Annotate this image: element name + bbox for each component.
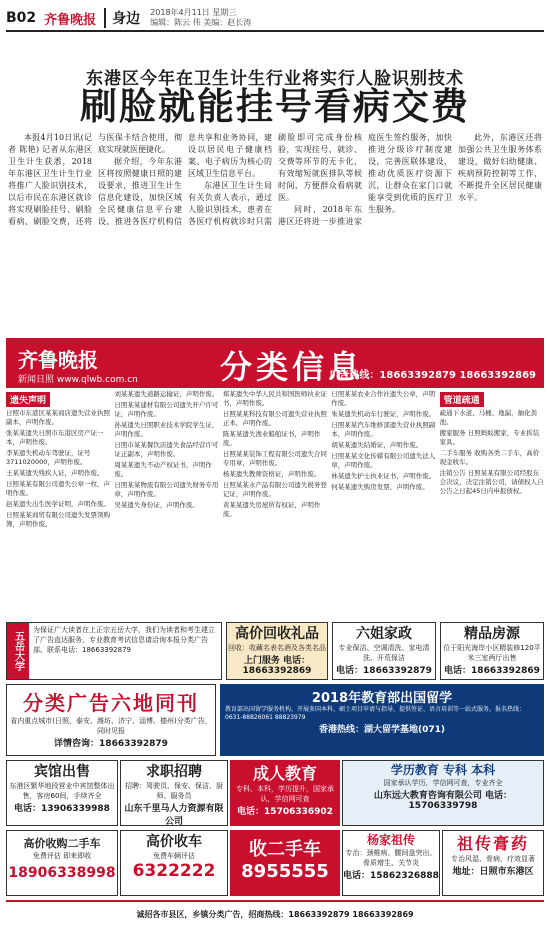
ad-phone: 详情咨询：18663392879: [54, 739, 168, 749]
classified-item: 黄某某遗失房屋所有权证，声明作废。: [222, 501, 321, 518]
ad-property: [440, 622, 544, 680]
classified-item: 胡某某遗失结婚证，声明作废。: [331, 441, 423, 449]
classified-item: 何某某遗失购房发票，声明作废。: [331, 483, 429, 491]
classified-item: 日照某某汽车维修部遗失营业执照副本，声明作废。: [331, 421, 436, 438]
story-paragraph: 同时，2018年东港区还将进一步推进家庭医生签约服务，加快推进分级诊疗制度建设，完善医联体建设，推动优质医疗资源下沉，让群众在家门口就能享受到优质的医疗卫生服务。: [278, 133, 452, 226]
ad-phone: 地址：日照市东港区: [452, 867, 534, 877]
ad-recruitment: [120, 760, 228, 826]
category-label: 管道疏通: [440, 392, 484, 407]
ad-heading: 高价收购二手车: [23, 837, 101, 850]
ad-text: 专治：颈椎病、腰间盘突出、骨质增生、关节炎: [345, 849, 437, 867]
classified-item: 郑某遗失中华人民共和国医师执业证书，声明作废。: [222, 390, 327, 407]
classified-item: 吴某遗失身份证，声明作废。: [114, 501, 199, 509]
ad-phone: 电话：13906339988: [14, 804, 110, 814]
section-title: 身边: [104, 8, 140, 28]
classified-item: 疏通下水道、马桶、地漏，抽化粪池。: [439, 409, 538, 426]
ad-text: 专科、本科，学历提升，国家承认，学信网可查: [236, 785, 334, 803]
classified-item: 王某某遗失残疾人证，声明作废。: [6, 469, 104, 477]
story-paragraph: 据介绍，今年东港区将按照健康日照的建设要求，推进卫生计生信息化建设，加快区域全民健康信息平台建设，推进各医疗机构信息共享和业务协同，建设以居民电子健康档案、电子病历为核心的区域卫生信息平台。: [98, 133, 272, 226]
ad-adult-education: [230, 760, 340, 826]
ad-phone: 6322222: [132, 861, 216, 881]
ad-heading: 高价回收礼品: [235, 626, 319, 642]
ad-gift-recycling: [226, 622, 328, 680]
category-label: 遗失声明: [6, 392, 50, 407]
banner-brand: 齐鲁晚报: [18, 348, 98, 372]
ad-six-city: [6, 684, 216, 756]
classified-item: 刘某某遗失道路运输证，声明作废。: [114, 390, 219, 398]
ad-text: 免费车辆评估: [153, 852, 195, 860]
classified-item: 日照某某水产品有限公司遗失税务登记证，声明作废。: [222, 481, 327, 498]
ad-text: 招聘：驾驶员、保安、保洁、厨师、服务员: [125, 782, 223, 800]
ad-heading: 学历教育 专科 本科: [390, 763, 496, 777]
issue-date: 2018年4月11日 星期三: [150, 8, 237, 17]
ad-yang-family: [342, 830, 440, 896]
ad-used-car-buy: [6, 830, 118, 896]
ad-phone: 香港热线：湖大留学基地(071): [318, 725, 445, 735]
classified-item: 日照某某农业合作社遗失公章，声明作废。: [331, 390, 436, 407]
ad-text: 位于阳光海岸小区精装修120平米三室两厅出售: [443, 644, 541, 662]
ad-phone: 电话：15862326888: [343, 871, 439, 881]
banner-subtitle: 新闻日照 www.qlwb.com.cn: [18, 375, 138, 385]
classified-column: [440, 390, 544, 618]
ad-heading: 收二手车: [249, 839, 321, 860]
ad-heading: 分类广告六地同刊: [23, 691, 199, 715]
ad-heading: 祖传膏药: [456, 834, 529, 853]
ad-phone: 18906338998: [8, 865, 116, 881]
story-kicker: 东港区今年在卫生计生行业将实行人脸识别技术: [86, 69, 464, 89]
page-number: B02: [6, 10, 37, 26]
ad-heading: 成人教育: [252, 764, 317, 783]
classified-item: 日照市东港区某某商店遗失营业执照副本，声明作废。: [6, 409, 110, 426]
ad-herbal-plaster: [442, 830, 544, 896]
ad-text: 专业保洁、空调清洗、家电清洗、开荒保洁: [338, 644, 430, 662]
classified-item: 林某遗失护士执业证书，声明作废。: [331, 472, 436, 480]
classified-item: 日照市某某餐饮店遗失食品经营许可证正副本，声明作废。: [114, 441, 219, 458]
ad-study-abroad: [220, 684, 544, 756]
ad-degree-education: [342, 760, 544, 826]
classified-item: 赵某遗失出生医学证明，声明作废。: [6, 500, 110, 508]
ad-hotel-sale: [6, 760, 118, 826]
ad-text: 免费评估 即来即收: [32, 852, 92, 860]
ad-text: 教育部出国留学服务机构，开展多国本科、硕士项目申请与指导，提供签证、语言培训等一站式服务。报名热线：0631-88826061 88823979: [225, 706, 526, 721]
story-body: [8, 132, 542, 336]
story-paragraph: 本报4月10日讯(记者 陈艳) 记者从东港区卫生计生获悉，2018年东港区卫生计生行业将推广人脸识别技术，以后市民在东港区就诊将实现刷脸挂号、刷脸看病、刷脸交费，还将与医保卡结合使用，彻底实现就医便捷化。: [8, 133, 182, 226]
ad-text: 东港区繁华地段营业中宾馆整体出售，客房60间，手续齐全: [9, 782, 115, 800]
classified-item: 注销公告 日照某某有限公司经股东会决议，决定注销公司，请债权人自公告之日起45日内申报债权。: [439, 469, 544, 495]
ad-heading: 2018年教育部出国留学: [311, 691, 453, 706]
classified-item: 日照某某有限公司遗失公章一枚，声明作废。: [6, 480, 110, 497]
ad-heading: 杨家祖传: [366, 833, 415, 847]
page-footer: 诚招各市县区，乡镇分类广告，招商热线：18663392879 18663392869: [6, 900, 544, 936]
ad-text: 省内重点城市(日照、泰安、潍坊、济宁、淄博、德州)分类广告，同时见报: [10, 717, 212, 735]
ad-heading: 高价收车: [146, 834, 202, 850]
ad-used-car: [230, 830, 340, 896]
ad-phone: 山东千里马人力资源有限公司: [124, 804, 224, 826]
classified-item: 日照某某装饰工程有限公司遗失合同专用章，声明作废。: [222, 450, 327, 467]
masthead: [6, 6, 544, 32]
ad-heading: 精品房源: [464, 626, 520, 642]
ad-phone: 山东远大教育咨询有限公司 电话：15706339798: [373, 791, 513, 811]
ad-tag: 五岳大学: [7, 623, 29, 679]
classified-item: 二手车服务 收购各类二手车，高价现金收车。: [439, 449, 540, 466]
classified-item: 日照某某文化传媒有限公司遗失法人章，声明作废。: [331, 452, 436, 469]
ad-text: 国家承认学历，学信网可查，专业齐全: [383, 779, 503, 787]
classified-item: 日照某某商贸有限公司遗失发票领购簿，声明作废。: [6, 511, 110, 528]
ad-heading: 求职招聘: [146, 764, 202, 780]
ad-housekeeping: [332, 622, 436, 680]
story-headline: 刷脸就能挂号看病交费: [80, 85, 470, 128]
classified-item: 朱某遗失机动车行驶证，声明作废。: [331, 410, 436, 418]
ad-text: 专治风湿、骨病，疗效显著: [451, 855, 535, 863]
ad-phone: 电话：18663392879: [336, 666, 432, 676]
ad-car-purchase: [120, 830, 228, 896]
classified-item: 杨某遗失教师资格证，声明作废。: [222, 470, 321, 478]
ad-wuda: [6, 622, 222, 680]
classified-column: [331, 390, 435, 618]
story-paragraph: 东港区卫生计生局有关负责人表示，通过人脸识别技术，患者在各医疗机构就诊时只需刷脸即可完成身份核验，实现挂号、就诊、交费等环节的无卡化，有效缩短就医排队等候时间，方便群众看病就医。: [188, 133, 362, 226]
paper-logo: 齐鲁晚报: [44, 12, 97, 28]
ad-heading: 六姐家政: [356, 626, 412, 642]
editor-credits: 编辑：陈云 伟 美编：赵长涛: [150, 18, 252, 27]
classified-columns: [6, 390, 544, 618]
classified-item: 张某某遗失日照市东港区房产证一本，声明作废。: [6, 429, 104, 446]
classified-column: [6, 390, 110, 618]
ad-text: 回收：收藏名表名酒及各类名品: [228, 644, 326, 652]
ad-heading: 宾馆出售: [34, 764, 90, 780]
ad-phone: 电话：18663392869: [444, 666, 540, 676]
banner-title: 分类信息: [220, 348, 365, 386]
classified-item: 陈某某遗失渔业船舶证书，声明作废。: [222, 430, 321, 447]
classified-item: 李某遗失机动车驾驶证，证号3711020000，声明作废。: [6, 449, 91, 466]
classified-item: 搬家服务 日照蚂蚁搬家，专业拆装家具。: [439, 429, 540, 446]
classifieds-banner: [6, 338, 544, 388]
classified-column: [223, 390, 327, 618]
masthead-meta: [150, 8, 251, 28]
ad-text: 为保证广大读者在上正宗五岳大学，我们为读者和考生建立了广告直达服务，专业教育考试信息请洽询本报分类广告部。联系电话：18663392879: [33, 626, 215, 654]
classified-item: 孙某遗失日照职业技术学院学生证，声明作废。: [114, 421, 219, 438]
banner-hotline: 广告热线：18663392879 18663392869: [329, 370, 536, 381]
classified-item: 日照某某物流有限公司遗失财务专用章，声明作废。: [114, 481, 219, 498]
ad-phone: 上门服务 电话：18663392869: [242, 656, 312, 676]
story-paragraph: 此外，东港区还将加强公共卫生服务体系建设，做好妇幼健康、疾病预防控制等工作，不断提升全区居民健康水平。: [458, 133, 542, 202]
classified-item: 周某某遗失不动产权证书，声明作废。: [114, 461, 212, 478]
ad-phone: 电话：15706336902: [237, 807, 333, 817]
ad-phone: 8955555: [241, 861, 329, 882]
classified-column: [114, 390, 218, 618]
classified-item: 日照某某科技有限公司遗失营业执照正本，声明作废。: [222, 410, 327, 427]
classified-item: 日照某某建材有限公司遗失开户许可证，声明作废。: [114, 401, 219, 418]
